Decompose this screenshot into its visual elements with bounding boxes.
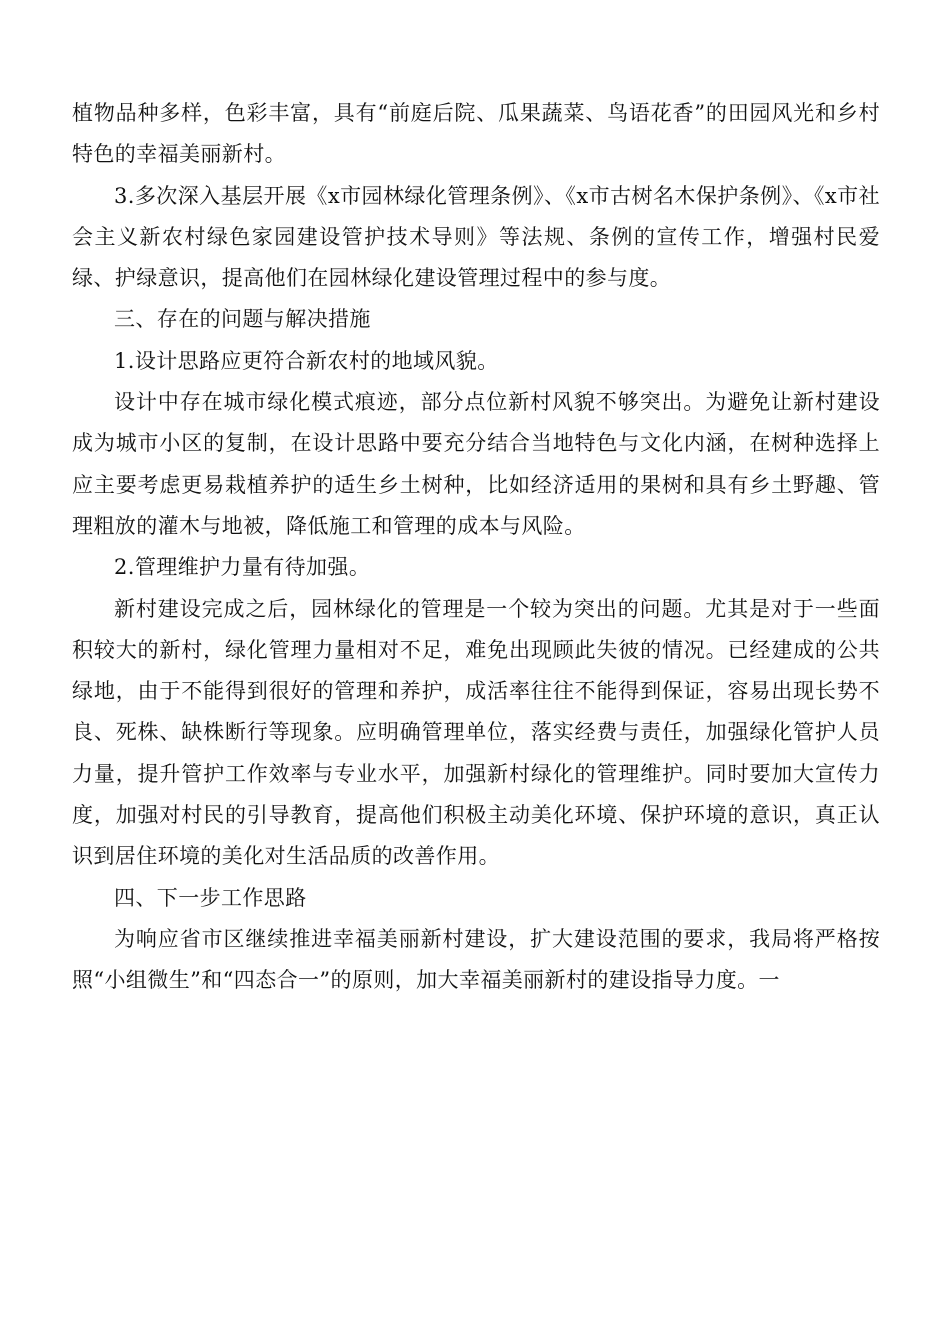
paragraph-continuation: 植物品种多样，色彩丰富，具有“前庭后院、瓜果蔬菜、鸟语花香”的田园风光和乡村特色的幸福美丽新村。 [72, 101, 880, 167]
subheading-maintenance: 2.管理维护力量有待加强。 [114, 555, 371, 580]
paragraph-item-3-publicity: 3.多次深入基层开展《x市园林绿化管理条例》、《x市古树名木保护条例》、《x市社会主义新农村绿色家园建设管护技术导则》等法规、条例的宣传工作，增强村民爱绿、护绿意识，提高他们在园林绿化建设管理过程中的参与度。 [72, 183, 880, 291]
paragraph-maintenance: 新村建设完成之后，园林绿化的管理是一个较为突出的问题。尤其是对于一些面积较大的新村，绿化管理力量相对不足，难免出现顾此失彼的情况。已经建成的公共绿地，由于不能得到很好的管理和养护，成活率往往不能得到保证，容易出现长势不良、死株、缺株断行等现象。应明确管理单位，落实经费与责任，加强绿化管护人员力量，提升管护工作效率与专业水平，加强新村绿化的管理维护。同时要加大宣传力度，加强对村民的引导教育，提高他们积极主动美化环境、保护环境的意识，真正认识到居住环境的美化对生活品质的改善作用。 [72, 596, 880, 869]
section-heading-next-steps: 四、下一步工作思路 [114, 885, 307, 910]
section-heading-problems-solutions: 三、存在的问题与解决措施 [114, 307, 371, 332]
paragraph-design-approach: 设计中存在城市绿化模式痕迹，部分点位新村风貌不够突出。为避免让新村建设成为城市小区的复制，在设计思路中要充分结合当地特色与文化内涵，在树种选择上应主要考虑更易栽植养护的适生乡土树种，比如经济适用的果树和具有乡土野趣、管理粗放的灌木与地被，降低施工和管理的成本与风险。 [72, 390, 880, 538]
paragraph-next-steps: 为响应省市区继续推进幸福美丽新村建设，扩大建设范围的要求，我局将严格按照“小组微生”和“四态合一”的原则，加大幸福美丽新村的建设指导力度。一 [72, 926, 880, 993]
document-body [72, 93, 880, 1002]
subheading-design-approach: 1.设计思路应更符合新农村的地域风貌。 [114, 348, 499, 373]
